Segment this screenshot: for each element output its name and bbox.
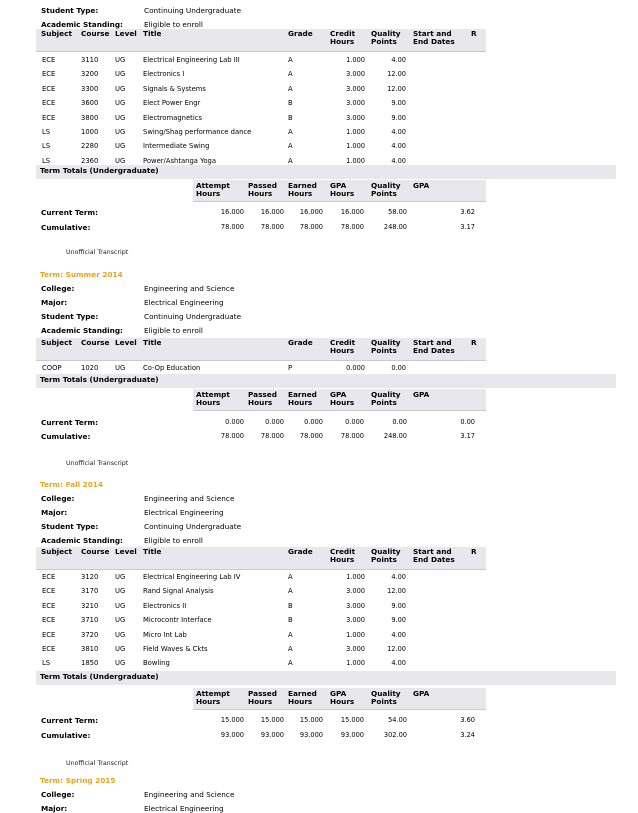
course-grade: P: [288, 364, 293, 372]
course-level: UG: [115, 659, 126, 668]
course-grade: A: [288, 56, 293, 64]
major-label: Major:: [41, 508, 68, 517]
totals-header-cell: Quality Points: [371, 390, 401, 407]
course-quality-points: 12.00: [387, 587, 406, 596]
term-title: Term: Fall 2014: [40, 480, 103, 489]
course-header-cell: Subject: [41, 338, 72, 347]
course-grade: B: [288, 616, 293, 625]
course-header-cell: Quality Points: [371, 547, 401, 564]
course-grade: A: [288, 659, 293, 668]
cumulative-value: 93.000: [299, 731, 323, 739]
current-value: 15.000: [340, 716, 364, 724]
totals-header-cell: Attempt Hours: [196, 689, 230, 706]
course-subject: LS: [42, 659, 51, 668]
course-credit-hours: 3.000: [346, 84, 365, 93]
term-totals-title: Term Totals (Undergraduate): [40, 672, 159, 681]
cumulative-value: 78.000: [220, 223, 244, 231]
cumulative-label: Cumulative:: [41, 731, 91, 740]
current-label: Current Term:: [41, 716, 98, 725]
course-credit-hours: 3.000: [346, 99, 365, 108]
totals-header-cell: Quality Points: [371, 181, 401, 198]
course-credit-hours: 3.000: [346, 113, 365, 122]
college-value: Engineering and Science: [144, 790, 235, 799]
course-credit-hours: 3.000: [346, 616, 365, 625]
course-level: UG: [115, 364, 126, 372]
course-subject: ECE: [42, 616, 56, 625]
totals-header-cell: GPA: [413, 390, 430, 399]
course-quality-points: 12.00: [387, 645, 406, 653]
totals-header-cell: GPA: [413, 181, 430, 190]
cumulative-label: Cumulative:: [41, 432, 91, 441]
course-quality-points: 9.00: [391, 99, 406, 108]
course-level: UG: [115, 99, 126, 108]
course-number: 1850: [81, 659, 99, 668]
course-credit-hours: 1.000: [346, 659, 365, 668]
course-quality-points: 4.00: [391, 573, 406, 581]
totals-header-cell: GPA Hours: [330, 390, 355, 407]
current-value: 0.000: [225, 418, 244, 426]
course-subject: LS: [42, 156, 51, 165]
course-number: 1000: [81, 128, 99, 136]
term-title: Term: Summer 2014: [40, 270, 123, 279]
course-number: 2360: [81, 156, 99, 165]
course-title: Field Waves & Ckts: [143, 645, 208, 653]
course-subject: ECE: [42, 587, 56, 596]
course-header-cell: Level: [115, 547, 137, 556]
cumulative-value: 78.000: [220, 432, 244, 440]
course-quality-points: 9.00: [391, 113, 406, 122]
current-value: 0.00: [392, 418, 407, 426]
course-title: Micro Int Lab: [143, 630, 187, 639]
course-title: Bowling: [143, 659, 170, 668]
totals-header-cell: Attempt Hours: [196, 390, 230, 407]
totals-header-cell: Attempt Hours: [196, 181, 230, 198]
course-grade: A: [288, 128, 293, 136]
course-subject: ECE: [42, 99, 56, 108]
totals-header-cell: GPA Hours: [330, 181, 355, 198]
course-grade: B: [288, 113, 293, 122]
course-header-cell: Credit Hours: [330, 29, 356, 46]
course-level: UG: [115, 573, 126, 581]
course-subject: LS: [42, 128, 51, 136]
course-header-cell: Title: [143, 547, 162, 556]
course-header-cell: Title: [143, 338, 162, 347]
cumulative-value: 302.00: [383, 731, 407, 739]
totals-header-cell: GPA: [413, 689, 430, 698]
course-number: 3600: [81, 99, 99, 108]
course-grade: A: [288, 645, 293, 653]
current-value: 0.000: [345, 418, 364, 426]
course-header-cell: Credit Hours: [330, 338, 356, 355]
student-type-value: Continuing Undergraduate: [144, 6, 242, 15]
course-subject: ECE: [42, 70, 56, 79]
academic-standing-value: Eligible to enroll: [144, 326, 203, 335]
course-title: Electromagnetics: [143, 113, 202, 122]
course-title: Intermediate Swing: [143, 142, 210, 151]
current-value: 16.000: [340, 208, 364, 216]
course-subject: ECE: [42, 601, 56, 610]
course-quality-points: 4.00: [391, 630, 406, 639]
term-totals-title: Term Totals (Undergraduate): [40, 375, 159, 384]
unofficial-transcript-label: Unofficial Transcript: [66, 760, 129, 767]
college-label: College:: [41, 284, 75, 293]
course-header-cell: Level: [115, 338, 137, 347]
course-number: 3110: [81, 56, 99, 64]
course-quality-points: 4.00: [391, 56, 406, 64]
course-subject: ECE: [42, 84, 56, 93]
current-label: Current Term:: [41, 418, 98, 427]
student-type-value: Continuing Undergraduate: [144, 522, 242, 531]
cumulative-value: 248.00: [383, 223, 407, 231]
course-number: 3210: [81, 601, 99, 610]
course-subject: ECE: [42, 113, 56, 122]
current-value: 3.62: [460, 208, 475, 216]
course-level: UG: [115, 156, 126, 165]
cumulative-value: 78.000: [260, 223, 284, 231]
current-value: 16.000: [220, 208, 244, 216]
course-grade: A: [288, 142, 293, 151]
totals-header-cell: GPA Hours: [330, 689, 355, 706]
academic-standing-label: Academic Standing:: [41, 326, 123, 335]
course-header-cell: Grade: [288, 547, 313, 556]
cumulative-label: Cumulative:: [41, 223, 91, 232]
course-title: Electronics I: [143, 70, 185, 79]
academic-standing-label: Academic Standing:: [41, 20, 123, 29]
course-level: UG: [115, 128, 126, 136]
course-level: UG: [115, 84, 126, 93]
course-number: 3170: [81, 587, 99, 596]
totals-header-cell: Earned Hours: [288, 689, 317, 706]
totals-header-cell: Passed Hours: [248, 390, 277, 407]
course-quality-points: 9.00: [391, 616, 406, 625]
cumulative-value: 248.00: [383, 432, 407, 440]
course-title: Electronics II: [143, 601, 187, 610]
course-quality-points: 4.00: [391, 156, 406, 165]
current-value: 15.000: [299, 716, 323, 724]
course-number: 3720: [81, 630, 99, 639]
course-level: UG: [115, 56, 126, 64]
cumulative-value: 3.24: [460, 731, 475, 739]
unofficial-transcript-label: Unofficial Transcript: [66, 249, 129, 256]
current-value: 0.000: [304, 418, 323, 426]
cumulative-value: 3.17: [460, 432, 475, 440]
current-value: 16.000: [260, 208, 284, 216]
course-header-cell: Credit Hours: [330, 547, 356, 564]
course-header-cell: Grade: [288, 338, 313, 347]
major-value: Electrical Engineering: [144, 804, 224, 813]
current-value: 15.000: [260, 716, 284, 724]
course-header-cell: Start and End Dates: [413, 29, 455, 46]
course-credit-hours: 3.000: [346, 601, 365, 610]
course-level: UG: [115, 616, 126, 625]
current-value: 3.60: [460, 716, 475, 724]
course-quality-points: 12.00: [387, 70, 406, 79]
course-header-cell: Course: [81, 547, 110, 556]
academic-standing-value: Eligible to enroll: [144, 20, 203, 29]
current-value: 58.00: [388, 208, 407, 216]
current-label: Current Term:: [41, 208, 98, 217]
totals-header-cell: Earned Hours: [288, 181, 317, 198]
major-value: Electrical Engineering: [144, 508, 224, 517]
cumulative-value: 93.000: [220, 731, 244, 739]
course-quality-points: 9.00: [391, 601, 406, 610]
course-grade: A: [288, 630, 293, 639]
course-header-cell: R: [471, 547, 477, 556]
course-credit-hours: 1.000: [346, 573, 365, 581]
course-subject: ECE: [42, 630, 56, 639]
cumulative-value: 78.000: [299, 223, 323, 231]
course-credit-hours: 1.000: [346, 630, 365, 639]
course-quality-points: 0.00: [391, 364, 406, 372]
course-credit-hours: 1.000: [346, 128, 365, 136]
cumulative-value: 78.000: [340, 432, 364, 440]
major-label: Major:: [41, 298, 68, 307]
course-credit-hours: 1.000: [346, 142, 365, 151]
current-value: 15.000: [220, 716, 244, 724]
course-title: Elect Power Engr: [143, 99, 201, 108]
term-totals-title: Term Totals (Undergraduate): [40, 166, 159, 175]
course-grade: A: [288, 156, 293, 165]
course-number: 3800: [81, 113, 99, 122]
course-number: 1020: [81, 364, 99, 372]
course-level: UG: [115, 142, 126, 151]
course-subject: ECE: [42, 56, 56, 64]
course-credit-hours: 1.000: [346, 56, 365, 64]
academic-standing-label: Academic Standing:: [41, 536, 123, 545]
college-label: College:: [41, 494, 75, 503]
student-type-label: Student Type:: [41, 522, 99, 531]
course-header-cell: Title: [143, 29, 162, 38]
course-number: 2280: [81, 142, 99, 151]
student-type-value: Continuing Undergraduate: [144, 312, 242, 321]
course-subject: ECE: [42, 573, 56, 581]
course-credit-hours: 0.000: [346, 364, 365, 372]
cumulative-value: 3.17: [460, 223, 475, 231]
course-title: Electrical Engineering Lab IV: [143, 573, 241, 581]
course-grade: A: [288, 84, 293, 93]
totals-header-cell: Passed Hours: [248, 181, 277, 198]
totals-header-cell: Earned Hours: [288, 390, 317, 407]
course-header-cell: Quality Points: [371, 29, 401, 46]
totals-header-cell: Quality Points: [371, 689, 401, 706]
course-header-cell: Grade: [288, 29, 313, 38]
course-number: 3120: [81, 573, 99, 581]
course-title: Co-Op Education: [143, 364, 201, 372]
course-grade: B: [288, 601, 293, 610]
course-number: 3810: [81, 645, 99, 653]
course-quality-points: 4.00: [391, 142, 406, 151]
course-header-cell: R: [471, 338, 477, 347]
cumulative-value: 93.000: [340, 731, 364, 739]
course-header-cell: Level: [115, 29, 137, 38]
course-header-cell: Course: [81, 29, 110, 38]
college-value: Engineering and Science: [144, 494, 235, 503]
totals-header-cell: Passed Hours: [248, 689, 277, 706]
course-header-cell: Start and End Dates: [413, 547, 455, 564]
course-header-cell: Course: [81, 338, 110, 347]
academic-standing-value: Eligible to enroll: [144, 536, 203, 545]
course-header-cell: Subject: [41, 547, 72, 556]
course-title: Electrical Engineering Lab III: [143, 56, 240, 64]
course-subject: COOP: [42, 364, 62, 372]
course-subject: LS: [42, 142, 51, 151]
college-value: Engineering and Science: [144, 284, 235, 293]
course-number: 3710: [81, 616, 99, 625]
major-value: Electrical Engineering: [144, 298, 224, 307]
cumulative-value: 78.000: [260, 432, 284, 440]
course-quality-points: 4.00: [391, 659, 406, 668]
course-credit-hours: 3.000: [346, 587, 365, 596]
course-level: UG: [115, 601, 126, 610]
course-title: Signals & Systems: [143, 84, 206, 93]
course-level: UG: [115, 113, 126, 122]
current-value: 16.000: [299, 208, 323, 216]
course-level: UG: [115, 587, 126, 596]
course-level: UG: [115, 70, 126, 79]
course-grade: B: [288, 99, 293, 108]
course-title: Microcontr Interface: [143, 616, 212, 625]
term-title: Term: Spring 2015: [40, 776, 116, 785]
course-title: Rand Signal Analysis: [143, 587, 214, 596]
cumulative-value: 78.000: [340, 223, 364, 231]
course-header-cell: Quality Points: [371, 338, 401, 355]
cumulative-value: 93.000: [260, 731, 284, 739]
course-quality-points: 4.00: [391, 128, 406, 136]
cumulative-value: 78.000: [299, 432, 323, 440]
course-title: Power/Ashtanga Yoga: [143, 156, 217, 165]
course-header-cell: Start and End Dates: [413, 338, 455, 355]
college-label: College:: [41, 790, 75, 799]
major-label: Major:: [41, 804, 68, 813]
current-value: 54.00: [388, 716, 407, 724]
course-number: 3300: [81, 84, 99, 93]
course-header-cell: R: [471, 29, 477, 38]
current-value: 0.000: [265, 418, 284, 426]
unofficial-transcript-label: Unofficial Transcript: [66, 460, 129, 467]
course-grade: A: [288, 587, 293, 596]
student-type-label: Student Type:: [41, 312, 99, 321]
course-credit-hours: 3.000: [346, 70, 365, 79]
course-subject: ECE: [42, 645, 56, 653]
course-grade: A: [288, 70, 293, 79]
course-title: Swing/Shag performance dance: [143, 128, 252, 136]
current-value: 0.00: [460, 418, 475, 426]
course-number: 3200: [81, 70, 99, 79]
course-credit-hours: 3.000: [346, 645, 365, 653]
course-credit-hours: 1.000: [346, 156, 365, 165]
course-level: UG: [115, 630, 126, 639]
course-level: UG: [115, 645, 126, 653]
course-grade: A: [288, 573, 293, 581]
course-quality-points: 12.00: [387, 84, 406, 93]
student-type-label: Student Type:: [41, 6, 99, 15]
course-header-cell: Subject: [41, 29, 72, 38]
